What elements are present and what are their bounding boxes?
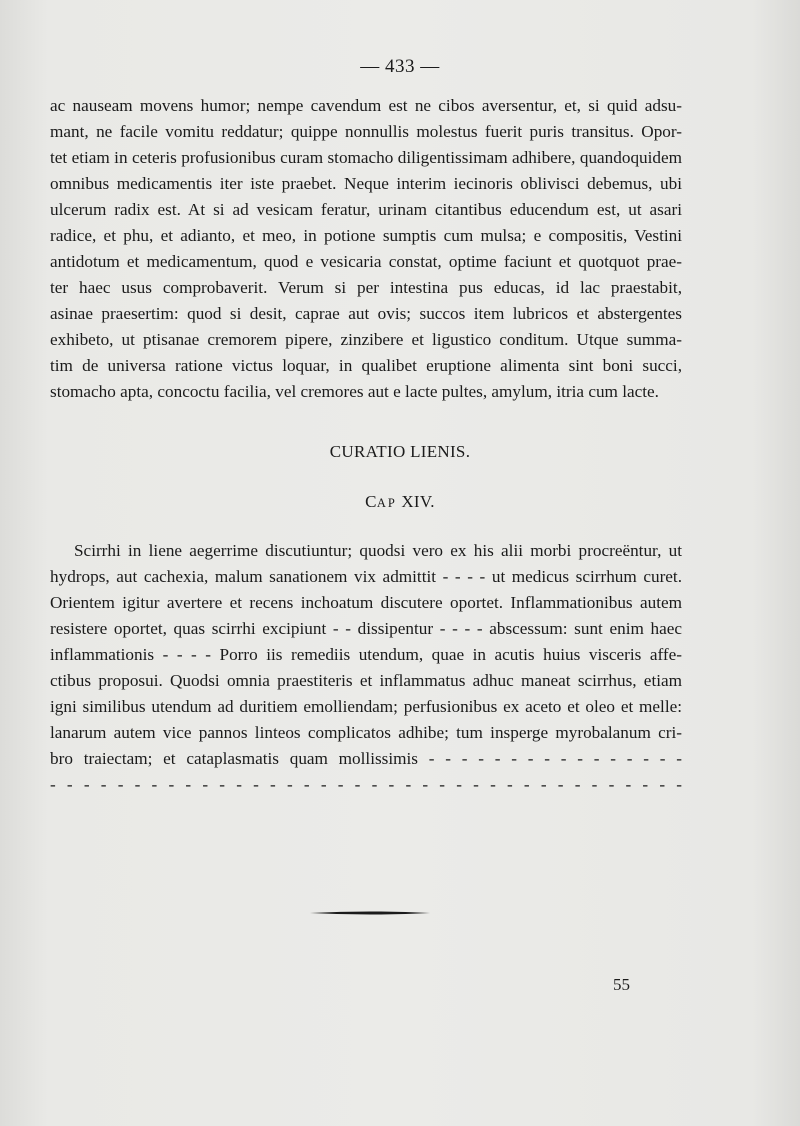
text-line: hydrops, aut cachexia, malum sanationem vix admittit - - - - ut medicus scirrhum curet. xyxy=(50,567,682,586)
text-line: ter haec usus comprobaverit. Verum si per intestina pus educas, id lac praestabit, xyxy=(50,278,682,297)
text-line: ulcerum radix est. At si ad vesicam feratur, urinam citantibus educendum est, ut asari xyxy=(50,200,682,219)
chapter-small-caps: AP xyxy=(376,496,397,510)
text-line: Scirrhi in liene aegerrime discutiuntur; quodsi vero ex his alii morbi procreëntur, ut xyxy=(74,541,682,560)
text-line: radice, et phu, et adianto, et meo, in potione sumptis cum mulsa; e compositis, Vestini xyxy=(50,226,682,245)
text-line: stomacho apta, concoctu facilia, vel cremores aut e lacte pultes, amylum, itria cum lacte. xyxy=(50,382,659,401)
text-line: antidotum et medicamentum, quod e vesicaria constat, optime faciunt et quotquot prae- xyxy=(50,252,682,271)
text-line: ac nauseam movens humor; nempe cavendum est ne cibos aversentur, et, si quid adsu- xyxy=(50,96,682,115)
text-line: tet etiam in ceteris profusionibus curam stomacho diligentissimam adhibere, quandoquidem xyxy=(50,148,682,167)
section-title: CURATIO LIENIS. xyxy=(329,442,471,461)
text-line: mant, ne facile vomitu reddatur; quippe nonnullis molestus fuerit puris transitus. Opor- xyxy=(50,122,682,141)
chapter-number: XIV. xyxy=(396,492,435,511)
text-line: resistere oportet, quas scirrhi excipiunt - - dissipentur - - - - abscessum: sunt enim haec xyxy=(50,619,682,638)
text-line: lanarum autem vice pannos linteos complicatos adhibe; tum insperge myrobalanum cri- xyxy=(50,723,682,742)
chapter-heading xyxy=(0,492,800,512)
text-line: asinae praesertim: quod si desit, caprae aut ovis; succos item lubricos et abstergentes xyxy=(50,304,682,323)
page-number: — 433 — xyxy=(360,56,440,77)
text-line: tim de universa ratione victus loquar, in qualibet eruptione alimenta sint boni succi, xyxy=(50,356,682,375)
paragraph-curatio-continued xyxy=(50,93,682,405)
text-line: inflammationis - - - - Porro iis remediis utendum, quae in acutis huius visceris affe- xyxy=(50,645,682,664)
text-line: bro traiectam; et cataplasmatis quam mollissimis - - - - - - - - - - - - - - - - xyxy=(50,749,682,768)
text-line: exhibeto, ut ptisanae cremorem pipere, zinzibere et ligustico conditum. Utque summa- xyxy=(50,330,682,349)
text-line: - - - - - - - - - - - - - - - - - - - - - - - - - - - - - - - - - - - - - - xyxy=(50,775,682,794)
signature-mark: 55 xyxy=(613,975,630,994)
text-line: igni similibus utendum ad duritiem emolliendam; perfusionibus ex aceto et oleo et melle: xyxy=(50,697,682,716)
text-line: ctibus proposui. Quodsi omnia praestiteris et inflammatus adhuc maneat scirrhus, etiam xyxy=(50,671,682,690)
text-line: Orientem igitur avertere et recens inchoatum discutere oportet. Inflammationibus autem xyxy=(50,593,682,612)
section-end-ornament xyxy=(310,906,430,920)
chapter-cap: C xyxy=(365,492,377,511)
paragraph-curatio-lienis xyxy=(50,538,682,798)
text-line: omnibus medicamentis iter iste praebet. Neque interim iecinoris oblivisci debemus, ubi xyxy=(50,174,682,193)
